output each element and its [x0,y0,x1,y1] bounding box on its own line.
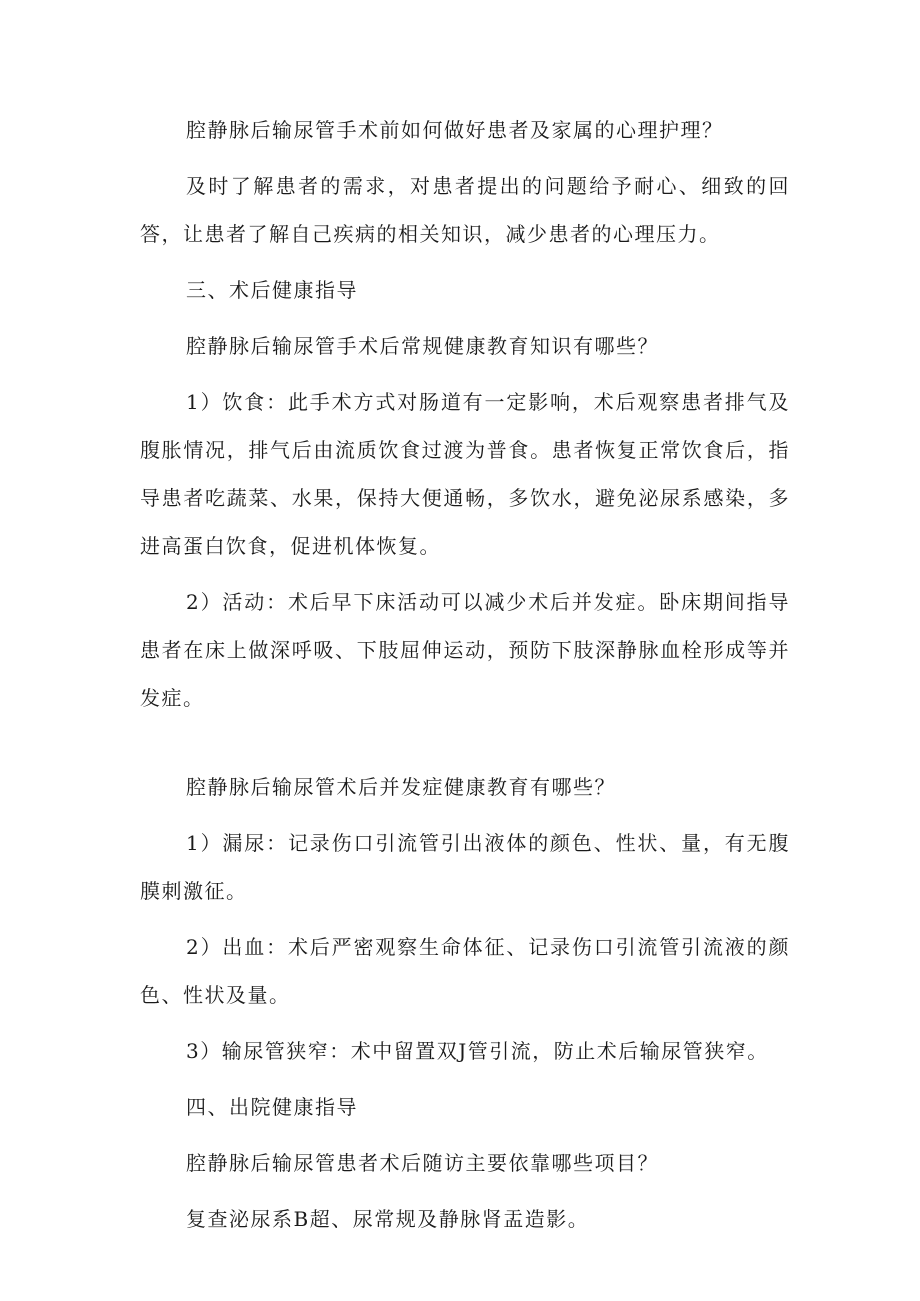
question-psych-care: 腔静脉后输尿管手术前如何做好患者及家属的心理护理？ [186,118,724,142]
item-ureter-stricture: 3）输尿管狭窄：术中留置双J管引流，防止术后输尿管狭窄。 [186,1039,769,1063]
section-heading-discharge: 四、出院健康指导 [186,1095,358,1119]
section-heading-postop: 三、术后健康指导 [186,278,358,302]
item-bleeding: 2）出血：术后严密观察生命体征、记录伤口引流管引流液的颜色、性状及量。 [140,935,790,1007]
question-complications: 腔静脉后输尿管术后并发症健康教育有哪些？ [186,775,616,799]
item-diet: 1）饮食：此手术方式对肠道有一定影响，术后观察患者排气及腹胀情况，排气后由流质饮食过渡为普食。患者恢复正常饮食后，指导患者吃蔬菜、水果，保持大便通畅，多饮水，避免泌尿系感染，多进高蛋白饮食，促进机体恢复。 [140,390,790,558]
answer-followup: 复查泌尿系B超、尿常规及静脉肾盂造影。 [186,1207,590,1231]
question-postop-education: 腔静脉后输尿管手术后常规健康教育知识有哪些？ [186,334,659,358]
answer-psych-care: 及时了解患者的需求，对患者提出的问题给予耐心、细致的回答，让患者了解自己疾病的相关知识，减少患者的心理压力。 [140,174,790,246]
item-urine-leak: 1）漏尿：记录伤口引流管引出液体的颜色、性状、量，有无腹膜刺激征。 [140,831,790,903]
item-activity: 2）活动：术后早下床活动可以减少术后并发症。卧床期间指导患者在床上做深呼吸、下肢屈伸运动，预防下肢深静脉血栓形成等并发症。 [140,590,790,710]
paragraph-gap [140,730,790,763]
document-page [140,106,790,1251]
question-followup: 腔静脉后输尿管患者术后随访主要依靠哪些项目？ [186,1151,659,1175]
